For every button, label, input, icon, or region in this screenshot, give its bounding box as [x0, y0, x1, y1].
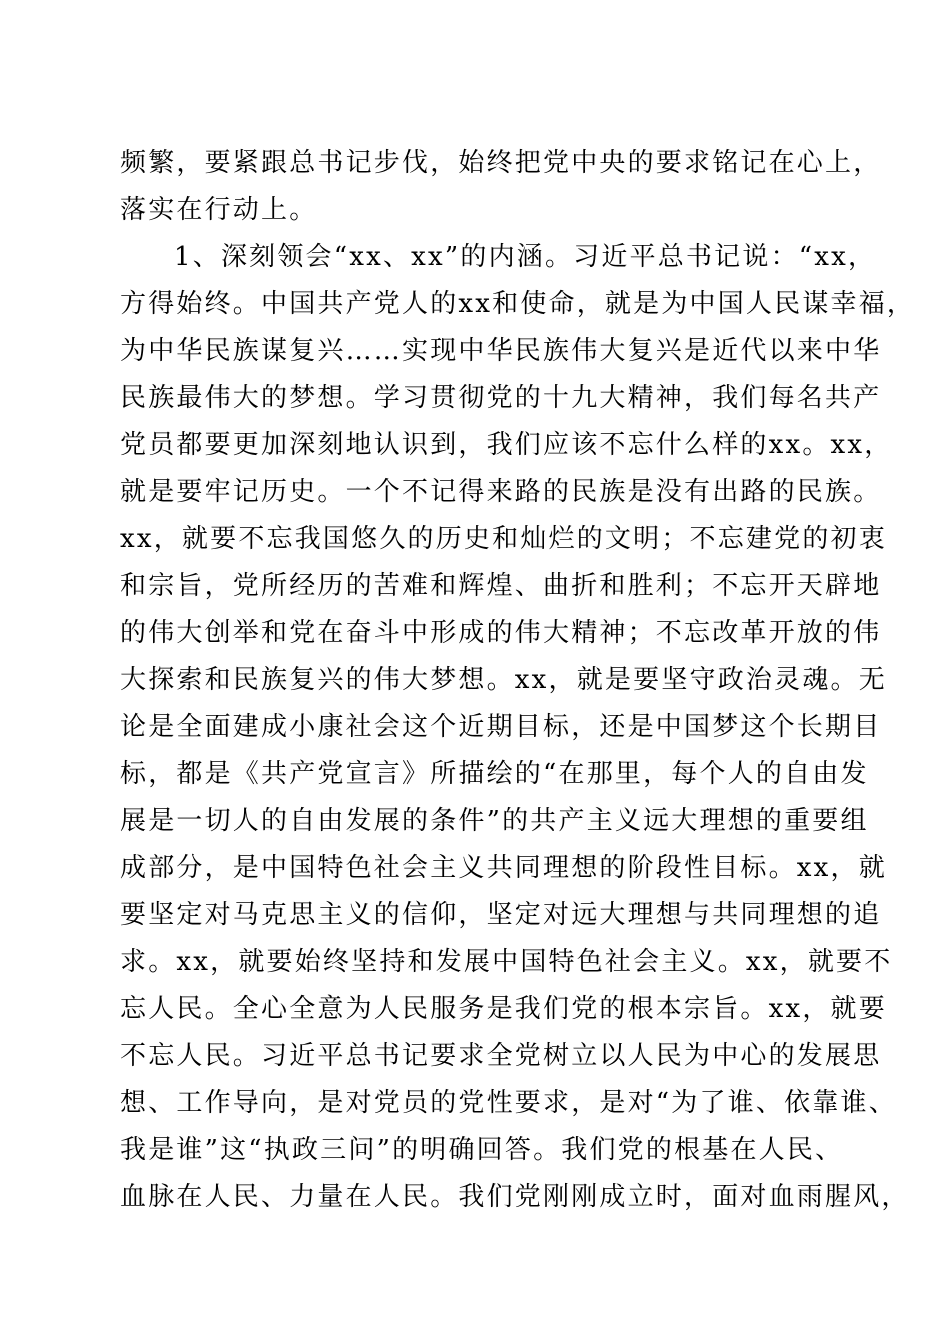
text-line: 频繁，要紧跟总书记步伐，始终把党中央的要求铭记在心上， — [120, 148, 882, 178]
text-line: 党员都要更加深刻地认识到，我们应该不忘什么样的xx。xx， — [120, 430, 893, 460]
text-line: 求。xx，就要始终坚持和发展中国特色社会主义。xx，就要不 — [120, 947, 893, 977]
text-line: 的伟大创举和党在奋斗中形成的伟大精神；不忘改革开放的伟 — [120, 618, 882, 648]
text-line: 论是全面建成小康社会这个近期目标，还是中国梦这个长期目 — [120, 712, 882, 742]
text-line: 展是一切人的自由发展的条件”的共产主义远大理想的重要组 — [120, 806, 869, 836]
text-line: 我是谁”这“执政三问”的明确回答。我们党的根基在人民、 — [120, 1135, 844, 1165]
text-line: 方得始终。中国共产党人的xx和使命，就是为中国人民谋幸福， — [120, 289, 916, 319]
body-text — [120, 140, 916, 1221]
text-line: 大探索和民族复兴的伟大梦想。xx，就是要坚守政治灵魂。无 — [120, 665, 887, 695]
text-line: 和宗旨，党所经历的苦难和辉煌、曲折和胜利；不忘开天辟地 — [120, 571, 882, 601]
text-line: 成部分，是中国特色社会主义共同理想的阶段性目标。xx，就 — [120, 853, 887, 883]
text-line: 血脉在人民、力量在人民。我们党刚刚成立时，面对血雨腥风， — [120, 1182, 910, 1212]
text-line: xx，就要不忘我国悠久的历史和灿烂的文明；不忘建党的初衷 — [120, 524, 887, 554]
text-line: 落实在行动上。 — [120, 195, 318, 225]
text-line: 不忘人民。习近平总书记要求全党树立以人民为中心的发展思 — [120, 1041, 882, 1071]
text-line: 民族最伟大的梦想。学习贯彻党的十九大精神，我们每名共产 — [120, 383, 882, 413]
paragraph-start-line: 1、深刻领会“xx、xx”的内涵。习近平总书记说：“xx， — [174, 242, 877, 272]
text-line: 为中华民族谋复兴……实现中华民族伟大复兴是近代以来中华 — [120, 336, 882, 366]
text-line: 想、工作导向，是对党员的党性要求，是对“为了谁、依靠谁、 — [120, 1088, 897, 1118]
text-line: 要坚定对马克思主义的信仰，坚定对远大理想与共同理想的追 — [120, 900, 882, 930]
text-line: 标，都是《共产党宣言》所描绘的“在那里，每个人的自由发 — [120, 759, 869, 789]
text-line: 就是要牢记历史。一个不记得来路的民族是没有出路的民族。 — [120, 477, 882, 507]
text-line: 忘人民。全心全意为人民服务是我们党的根本宗旨。xx，就要 — [120, 994, 887, 1024]
